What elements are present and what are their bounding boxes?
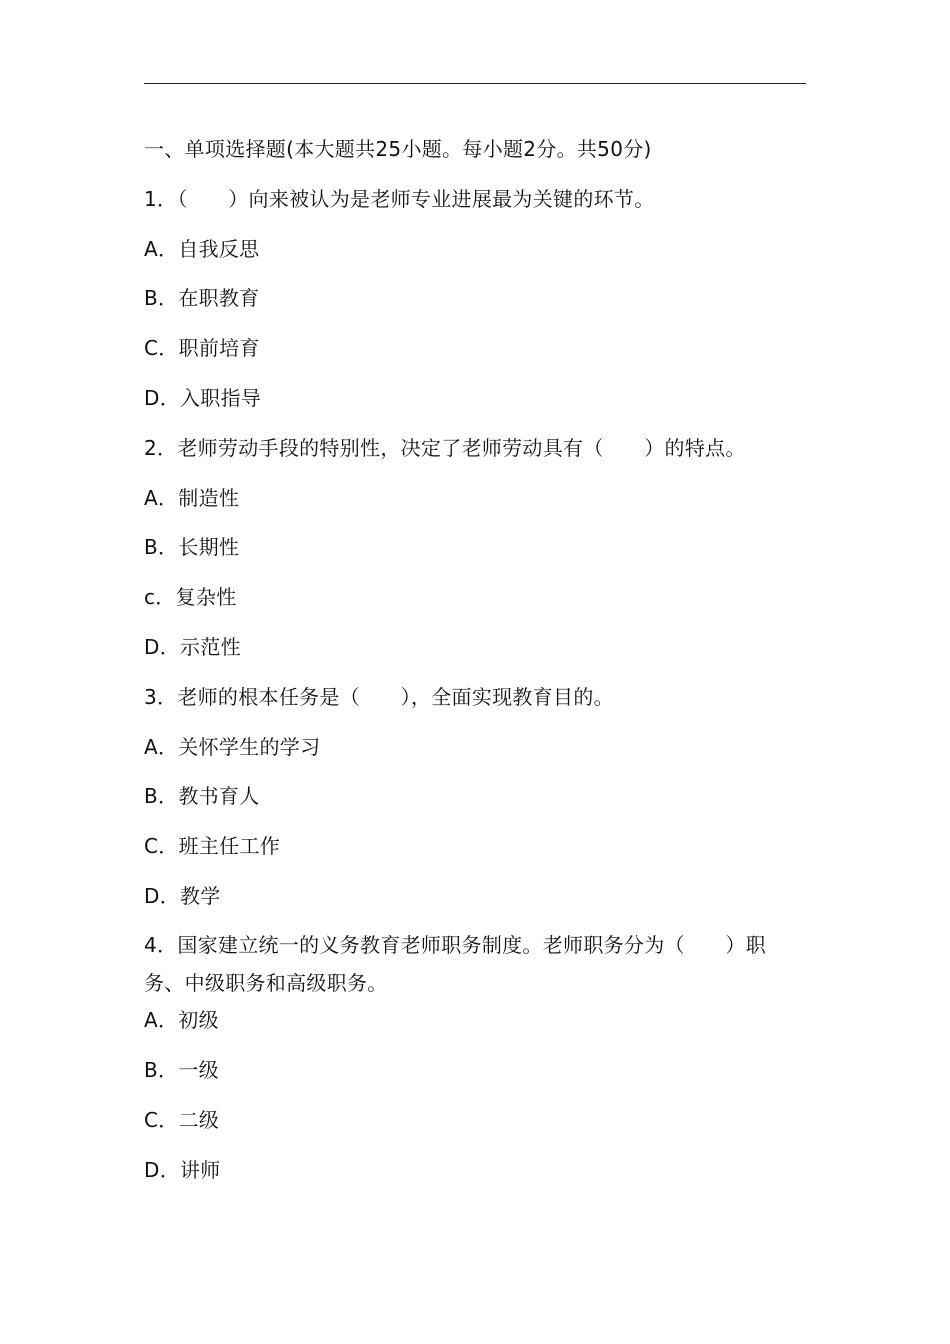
- question-4-option-b: B．一级: [144, 1058, 219, 1082]
- question-2-option-d: D．示范性: [144, 635, 241, 659]
- question-3-stem: 3．老师的根本任务是（ ），全面实现教育目的。: [144, 685, 614, 709]
- question-3-option-a: A．关怀学生的学习: [144, 735, 321, 759]
- question-4-option-d: D．讲师: [144, 1158, 221, 1182]
- header-rule: [144, 83, 806, 84]
- question-4-option-c: C．二级: [144, 1108, 220, 1132]
- question-1-option-d: D．入职指导: [144, 386, 262, 410]
- question-2-option-c: c．复杂性: [144, 585, 237, 609]
- question-3-option-d: D．教学: [144, 884, 221, 908]
- question-1-stem: 1．（ ）向来被认为是老师专业进展最为关键的环节。: [144, 187, 655, 211]
- question-4-option-a: A．初级: [144, 1008, 219, 1032]
- section-title: 一、单项选择题(本大题共25小题。每小题2分。共50分): [144, 137, 652, 161]
- question-1-option-b: B．在职教育: [144, 286, 260, 310]
- question-1-option-c: C．职前培育: [144, 336, 260, 360]
- question-2-option-b: B．长期性: [144, 535, 240, 559]
- question-1-option-a: A．自我反思: [144, 237, 260, 261]
- question-2-stem: 2．老师劳动手段的特别性，决定了老师劳动具有（ ）的特点。: [144, 436, 746, 460]
- question-3-option-b: B．教书育人: [144, 784, 260, 808]
- question-3-option-c: C．班主任工作: [144, 834, 281, 858]
- question-2-option-a: A．制造性: [144, 486, 240, 510]
- question-4-stem: 4．国家建立统一的义务教育老师职务制度。老师职务分为（ ）职务、中级职务和高级职务。: [144, 933, 767, 995]
